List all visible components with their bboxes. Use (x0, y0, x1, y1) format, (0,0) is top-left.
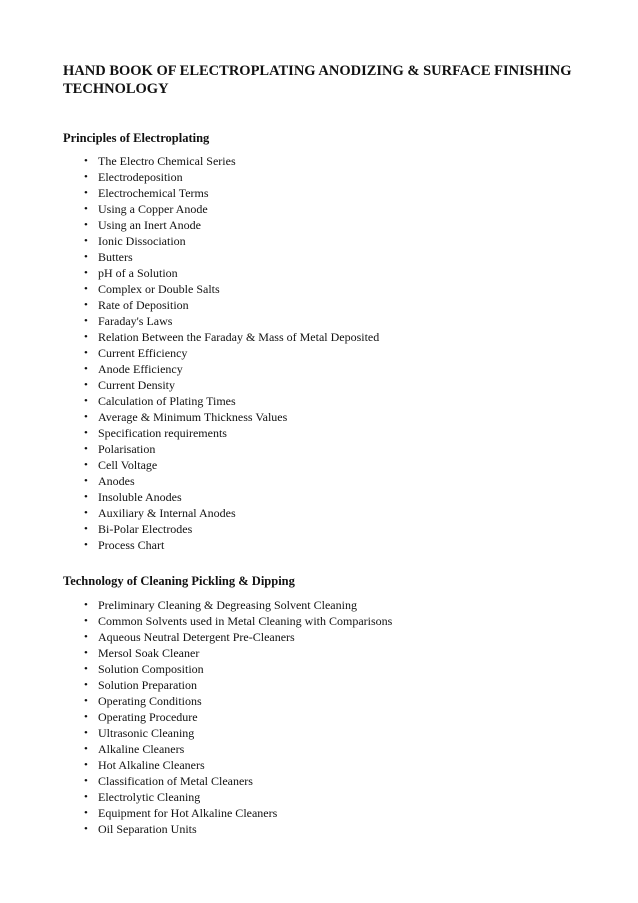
bullet-icon: • (84, 315, 88, 327)
bullet-icon: • (84, 379, 88, 391)
section-heading-cleaning: Technology of Cleaning Pickling & Dipping (63, 574, 295, 588)
list-item-text: Rate of Deposition (98, 298, 189, 312)
list-item-text: Electrochemical Terms (98, 186, 209, 200)
list-item (84, 377, 379, 393)
list-item (84, 425, 379, 441)
bullet-icon: • (84, 171, 88, 183)
list-item-text: Operating Conditions (98, 694, 202, 708)
bullet-icon: • (84, 663, 88, 675)
bullet-icon: • (84, 791, 88, 803)
list-item-text: Aqueous Neutral Detergent Pre-Cleaners (98, 630, 295, 644)
bullet-icon: • (84, 507, 88, 519)
list-item-text: Polarisation (98, 442, 156, 456)
list-item-text: Auxiliary & Internal Anodes (98, 506, 236, 520)
list-item (84, 329, 379, 345)
list-item (84, 521, 379, 537)
list-item-text: pH of a Solution (98, 266, 178, 280)
bullet-icon: • (84, 347, 88, 359)
list-item (84, 297, 379, 313)
list-item (84, 725, 392, 741)
list-item (84, 805, 392, 821)
list-item-text: Using an Inert Anode (98, 218, 201, 232)
section-heading-principles: Principles of Electroplating (63, 131, 210, 145)
cleaning-topic-list (84, 597, 392, 837)
list-item-text: Using a Copper Anode (98, 202, 208, 216)
bullet-icon: • (84, 363, 88, 375)
list-item-text: Ultrasonic Cleaning (98, 726, 195, 740)
bullet-icon: • (84, 491, 88, 503)
list-item-text: Oil Separation Units (98, 822, 197, 836)
list-item (84, 313, 379, 329)
list-item (84, 201, 379, 217)
list-item-text: Electrolytic Cleaning (98, 790, 201, 804)
list-item (84, 441, 379, 457)
bullet-icon: • (84, 807, 88, 819)
list-item (84, 629, 392, 645)
list-item-text: Operating Procedure (98, 710, 198, 724)
list-item (84, 361, 379, 377)
list-item (84, 661, 392, 677)
bullet-icon: • (84, 219, 88, 231)
bullet-icon: • (84, 155, 88, 167)
list-item (84, 393, 379, 409)
list-item-text: Anode Efficiency (98, 362, 183, 376)
list-item-text: Relation Between the Faraday & Mass of Metal Deposited (98, 330, 380, 344)
list-item (84, 741, 392, 757)
list-item-text: Insoluble Anodes (98, 490, 182, 504)
list-item-text: Solution Composition (98, 662, 204, 676)
list-item (84, 185, 379, 201)
bullet-icon: • (84, 331, 88, 343)
bullet-icon: • (84, 823, 88, 835)
list-item-text: Average & Minimum Thickness Values (98, 410, 288, 424)
list-item (84, 409, 379, 425)
list-item-text: Calculation of Plating Times (98, 394, 236, 408)
list-item (84, 537, 379, 553)
bullet-icon: • (84, 599, 88, 611)
list-item (84, 645, 392, 661)
list-item (84, 473, 379, 489)
bullet-icon: • (84, 427, 88, 439)
list-item (84, 217, 379, 233)
list-item-text: Alkaline Cleaners (98, 742, 185, 756)
bullet-icon: • (84, 679, 88, 691)
list-item-text: Butters (98, 250, 133, 264)
list-item-text: Current Density (98, 378, 175, 392)
list-item (84, 709, 392, 725)
list-item (84, 489, 379, 505)
bullet-icon: • (84, 727, 88, 739)
list-item-text: Solution Preparation (98, 678, 197, 692)
list-item-text: The Electro Chemical Series (98, 154, 236, 168)
list-item (84, 789, 392, 805)
list-item-text: Complex or Double Salts (98, 282, 220, 296)
list-item (84, 693, 392, 709)
list-item (84, 677, 392, 693)
list-item-text: Bi-Polar Electrodes (98, 522, 193, 536)
list-item (84, 265, 379, 281)
list-item (84, 169, 379, 185)
bullet-icon: • (84, 475, 88, 487)
bullet-icon: • (84, 299, 88, 311)
bullet-icon: • (84, 523, 88, 535)
list-item (84, 757, 392, 773)
list-item (84, 613, 392, 629)
bullet-icon: • (84, 283, 88, 295)
bullet-icon: • (84, 187, 88, 199)
list-item-text: Anodes (98, 474, 135, 488)
list-item (84, 281, 379, 297)
list-item (84, 457, 379, 473)
bullet-icon: • (84, 443, 88, 455)
bullet-icon: • (84, 459, 88, 471)
bullet-icon: • (84, 775, 88, 787)
list-item (84, 821, 392, 837)
bullet-icon: • (84, 539, 88, 551)
principles-topic-list (84, 153, 379, 553)
bullet-icon: • (84, 411, 88, 423)
bullet-icon: • (84, 395, 88, 407)
list-item-text: Process Chart (98, 538, 165, 552)
bullet-icon: • (84, 759, 88, 771)
bullet-icon: • (84, 235, 88, 247)
list-item (84, 505, 379, 521)
list-item-text: Cell Voltage (98, 458, 158, 472)
list-item-text: Specification requirements (98, 426, 227, 440)
list-item (84, 773, 392, 789)
list-item-text: Electrodeposition (98, 170, 183, 184)
bullet-icon: • (84, 743, 88, 755)
bullet-icon: • (84, 615, 88, 627)
list-item-text: Equipment for Hot Alkaline Cleaners (98, 806, 278, 820)
list-item-text: Ionic Dissociation (98, 234, 186, 248)
list-item-text: Hot Alkaline Cleaners (98, 758, 205, 772)
list-item (84, 153, 379, 169)
list-item (84, 249, 379, 265)
list-item-text: Current Efficiency (98, 346, 188, 360)
list-item-text: Mersol Soak Cleaner (98, 646, 200, 660)
bullet-icon: • (84, 267, 88, 279)
list-item-text: Preliminary Cleaning & Degreasing Solvent Cleaning (98, 598, 357, 612)
bullet-icon: • (84, 711, 88, 723)
list-item-text: Faraday's Laws (98, 314, 173, 328)
list-item (84, 345, 379, 361)
bullet-icon: • (84, 647, 88, 659)
bullet-icon: • (84, 695, 88, 707)
list-item (84, 597, 392, 613)
list-item-text: Classification of Metal Cleaners (98, 774, 253, 788)
bullet-icon: • (84, 631, 88, 643)
list-item-text: Common Solvents used in Metal Cleaning with Comparisons (98, 614, 393, 628)
document-title: HAND BOOK OF ELECTROPLATING ANODIZING & SURFACE FINISHING TECHNOLOGY (63, 63, 572, 97)
bullet-icon: • (84, 203, 88, 215)
bullet-icon: • (84, 251, 88, 263)
list-item (84, 233, 379, 249)
